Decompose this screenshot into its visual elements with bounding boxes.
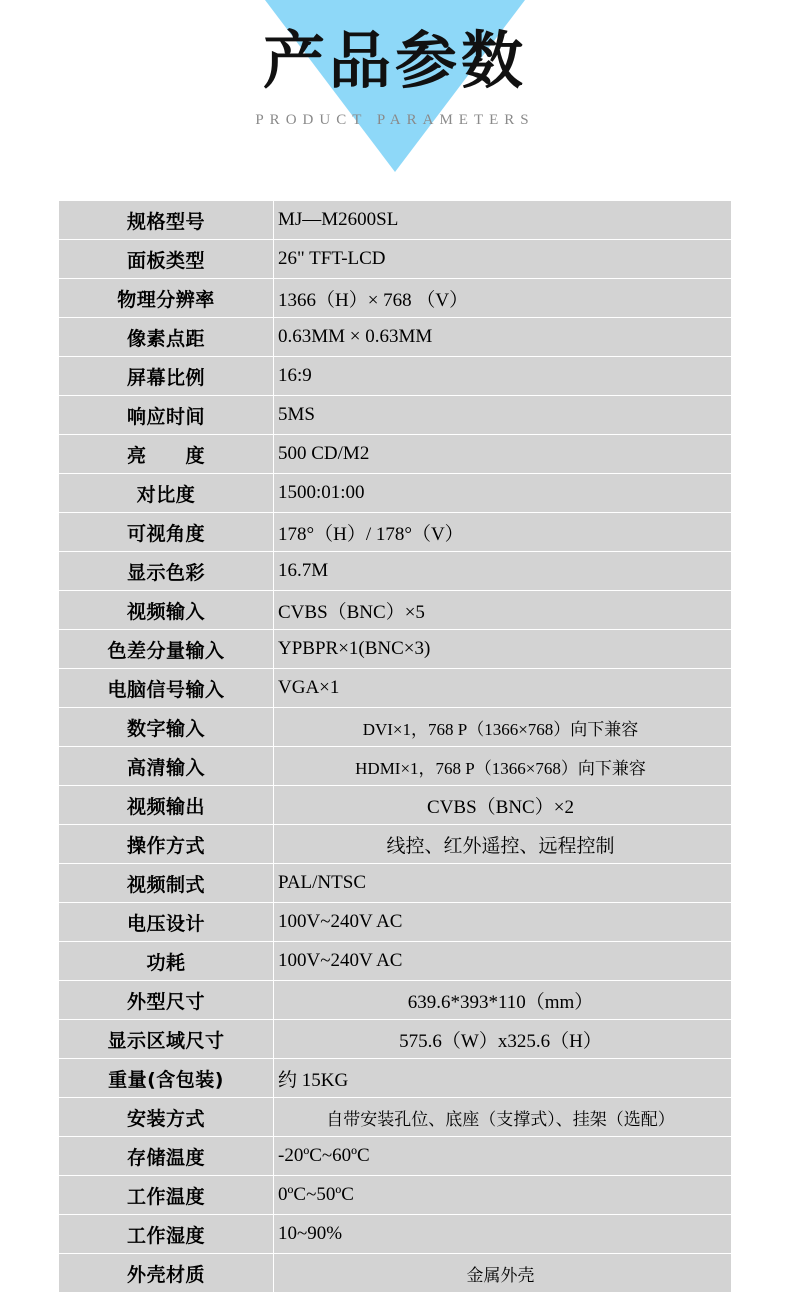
page-title: 产品参数 [262, 24, 527, 97]
spec-value: HDMI×1，768 P（1366×768）向下兼容 [274, 747, 732, 786]
table-row [59, 1059, 732, 1098]
spec-value: 0.63MM × 0.63MM [274, 318, 732, 357]
spec-value: 自带安装孔位、底座（支撑式）、挂架（选配） [274, 1098, 732, 1137]
spec-value: 178°（H）/ 178°（V） [274, 513, 732, 552]
spec-label: 电脑信号输入 [59, 669, 274, 708]
spec-label: 操作方式 [59, 825, 274, 864]
spec-value: 10~90% [274, 1215, 732, 1254]
spec-value: -20ºC~60ºC [274, 1137, 732, 1176]
spec-label: 数字输入 [59, 708, 274, 747]
spec-label: 面板类型 [59, 240, 274, 279]
spec-label: 外型尺寸 [59, 981, 274, 1020]
table-row [59, 591, 732, 630]
table-row [59, 552, 732, 591]
table-row [59, 708, 732, 747]
table-row [59, 669, 732, 708]
spec-value: PAL/NTSC [274, 864, 732, 903]
spec-value: 100V~240V AC [274, 903, 732, 942]
spec-value: CVBS（BNC）×5 [274, 591, 732, 630]
spec-value: 575.6（W）x325.6（H） [274, 1020, 732, 1059]
spec-value: 0ºC~50ºC [274, 1176, 732, 1215]
table-row [59, 630, 732, 669]
table-row [59, 1137, 732, 1176]
spec-value: 500 CD/M2 [274, 435, 732, 474]
spec-label: 亮 度 [59, 435, 274, 474]
table-row [59, 513, 732, 552]
spec-value: 金属外壳 [274, 1254, 732, 1293]
spec-label: 色差分量输入 [59, 630, 274, 669]
table-row [59, 201, 732, 240]
spec-value: 约 15KG [274, 1059, 732, 1098]
spec-label: 显示区域尺寸 [59, 1020, 274, 1059]
spec-label: 视频输入 [59, 591, 274, 630]
spec-value: 100V~240V AC [274, 942, 732, 981]
table-row [59, 981, 732, 1020]
spec-value: 16:9 [274, 357, 732, 396]
spec-value: YPBPR×1(BNC×3) [274, 630, 732, 669]
spec-label: 功耗 [59, 942, 274, 981]
spec-label: 对比度 [59, 474, 274, 513]
spec-label: 像素点距 [59, 318, 274, 357]
table-row [59, 1176, 732, 1215]
spec-label: 安装方式 [59, 1098, 274, 1137]
spec-value: 1366（H）× 768 （V） [274, 279, 732, 318]
spec-value: DVI×1，768 P（1366×768）向下兼容 [274, 708, 732, 747]
spec-label: 响应时间 [59, 396, 274, 435]
table-row [59, 474, 732, 513]
spec-value: MJ—M2600SL [274, 201, 732, 240]
spec-table [58, 200, 732, 1293]
table-row [59, 825, 732, 864]
spec-table-body [59, 201, 732, 1293]
spec-value: 16.7M [274, 552, 732, 591]
spec-label: 显示色彩 [59, 552, 274, 591]
spec-value: 1500:01:00 [274, 474, 732, 513]
spec-label: 外壳材质 [59, 1254, 274, 1293]
table-row [59, 435, 732, 474]
table-row [59, 786, 732, 825]
table-row [59, 1098, 732, 1137]
table-row [59, 942, 732, 981]
spec-label: 物理分辨率 [59, 279, 274, 318]
spec-label: 电压设计 [59, 903, 274, 942]
table-row [59, 1020, 732, 1059]
table-row [59, 240, 732, 279]
table-row [59, 864, 732, 903]
spec-label: 工作温度 [59, 1176, 274, 1215]
table-row [59, 357, 732, 396]
spec-value: 5MS [274, 396, 732, 435]
spec-label: 重量(含包装) [59, 1059, 274, 1098]
spec-label: 视频制式 [59, 864, 274, 903]
table-row [59, 279, 732, 318]
spec-label: 规格型号 [59, 201, 274, 240]
spec-label: 高清输入 [59, 747, 274, 786]
table-row [59, 1215, 732, 1254]
spec-label: 屏幕比例 [59, 357, 274, 396]
spec-value: CVBS（BNC）×2 [274, 786, 732, 825]
table-row [59, 396, 732, 435]
spec-value: 26" TFT-LCD [274, 240, 732, 279]
spec-table-wrapper [58, 200, 732, 1293]
table-row [59, 903, 732, 942]
page-subtitle: PRODUCT PARAMETERS [255, 112, 535, 128]
spec-label: 可视角度 [59, 513, 274, 552]
spec-value: VGA×1 [274, 669, 732, 708]
spec-label: 视频输出 [59, 786, 274, 825]
spec-label: 工作湿度 [59, 1215, 274, 1254]
table-row [59, 1254, 732, 1293]
spec-label: 存储温度 [59, 1137, 274, 1176]
spec-value: 639.6*393*110（mm） [274, 981, 732, 1020]
spec-value: 线控、红外遥控、远程控制 [274, 825, 732, 864]
page-header [0, 0, 790, 190]
table-row [59, 318, 732, 357]
table-row [59, 747, 732, 786]
